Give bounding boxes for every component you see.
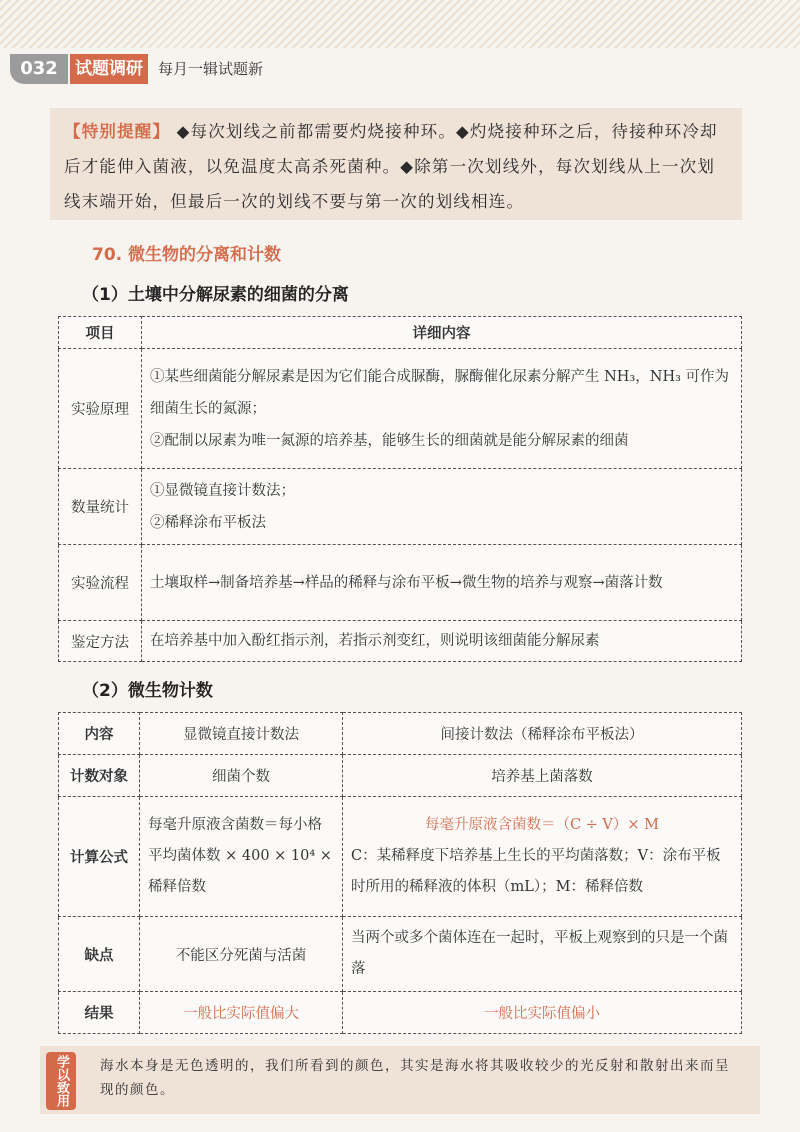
table-row xyxy=(59,797,742,917)
cell: 每毫升原液含菌数＝每小格平均菌体数 × 400 × 10⁴ × 稀释倍数 xyxy=(140,797,343,917)
footer-tip xyxy=(40,1046,760,1114)
cell: 一般比实际值偏大 xyxy=(140,992,343,1034)
row-key: 数量统计 xyxy=(59,469,142,545)
cell: 不能区分死菌与活菌 xyxy=(140,917,343,992)
row-key: 鉴定方法 xyxy=(59,621,142,662)
table-row xyxy=(59,545,742,621)
cell: 当两个或多个菌体连在一起时，平板上观察到的只是一个菌落 xyxy=(343,917,742,992)
special-reminder-box xyxy=(50,108,742,220)
cell: 一般比实际值偏小 xyxy=(343,992,742,1034)
cell: 培养基上菌落数 xyxy=(343,755,742,797)
section-title: 70. 微生物的分离和计数 xyxy=(92,245,282,265)
row-value xyxy=(142,349,742,469)
table1-header-detail: 详细内容 xyxy=(142,317,742,349)
page-header xyxy=(0,52,800,86)
footer-text: 海水本身是无色透明的，我们所看到的颜色，其实是海水将其吸收较少的光反射和散射出来而呈现的颜色。 xyxy=(100,1058,730,1098)
subsection-title-1: （1）土壤中分解尿素的细菌的分离 xyxy=(82,285,349,305)
header-tag: 试题调研 xyxy=(70,54,148,84)
table-row xyxy=(59,713,742,755)
row-key: 实验原理 xyxy=(59,349,142,469)
col1-header: 显微镜直接计数法 xyxy=(140,713,343,755)
reminder-tag: 【特别提醒】 xyxy=(64,122,171,141)
table1-header-item: 项目 xyxy=(59,317,142,349)
decorative-hatch xyxy=(0,0,800,48)
row-key: 计算公式 xyxy=(59,797,140,917)
row-key: 计数对象 xyxy=(59,755,140,797)
row-value xyxy=(142,621,742,662)
row-value xyxy=(142,545,742,621)
header-subtitle: 每月一辑试题新 xyxy=(158,60,264,78)
cell xyxy=(343,797,742,917)
table-row xyxy=(59,469,742,545)
microbe-count-table xyxy=(58,712,742,1034)
urea-bacteria-table xyxy=(58,316,742,662)
footer-badge: 学以致用 xyxy=(46,1052,76,1110)
row-key: 实验流程 xyxy=(59,545,142,621)
page-number: 032 xyxy=(10,54,68,84)
row-value xyxy=(142,469,742,545)
row-key: 内容 xyxy=(59,713,140,755)
col2-header: 间接计数法（稀释涂布平板法） xyxy=(343,713,742,755)
subsection-title-2: （2）微生物计数 xyxy=(82,681,213,701)
table-row xyxy=(59,917,742,992)
row-line: ②稀释涂布平板法 xyxy=(150,514,266,531)
row-line: ①显微镜直接计数法； xyxy=(150,482,295,499)
row-line: 土壤取样→制备培养基→样品的稀释与涂布平板→微生物的培养与观察→菌落计数 xyxy=(150,574,663,591)
formula-description: C：某稀释度下培养基上生长的平均菌落数；V：涂布平板时所用的稀释液的体积（mL）；M：稀释倍数 xyxy=(351,848,721,895)
row-key: 结果 xyxy=(59,992,140,1034)
row-line: 在培养基中加入酚红指示剂，若指示剂变红，则说明该细菌能分解尿素 xyxy=(150,633,600,649)
cell: 细菌个数 xyxy=(140,755,343,797)
table-row xyxy=(59,349,742,469)
row-key: 缺点 xyxy=(59,917,140,992)
table-row xyxy=(59,755,742,797)
row-line: ①某些细菌能分解尿素是因为它们能合成脲酶，脲酶催化尿素分解产生 NH₃，NH₃ 可作为细菌生长的氮源； xyxy=(150,368,730,417)
reminder-text: ◆每次划线之前都需要灼烧接种环。◆灼烧接种环之后，待接种环冷却后才能伸入菌液，以免温度太高杀死菌种。◆除第一次划线外，每次划线从上一次划线末端开始，但最后一次的划线不要与第一次的划线相连。 xyxy=(64,122,718,211)
table-row xyxy=(59,992,742,1034)
row-line: ②配制以尿素为唯一氮源的培养基，能够生长的细菌就是能分解尿素的细菌 xyxy=(150,432,629,449)
table-row xyxy=(59,621,742,662)
formula-highlight: 每毫升原液含菌数＝（C ÷ V）× M xyxy=(424,817,660,833)
